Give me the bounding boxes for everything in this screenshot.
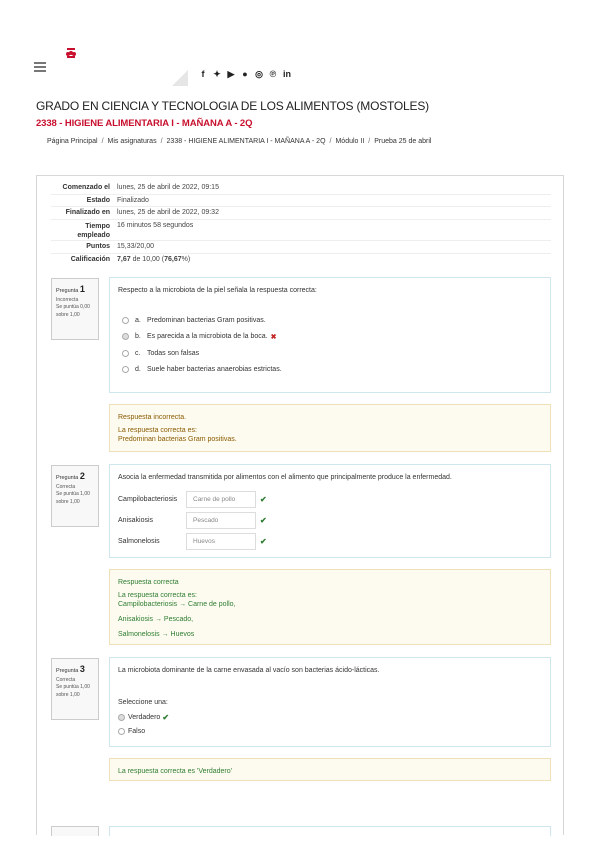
question-score: Se puntúa 0,00 sobre 1,00 [56, 304, 90, 318]
flickr-icon[interactable]: ● [242, 69, 248, 79]
answer-option[interactable]: c. Todas son falsas [122, 345, 542, 362]
match-row: Anisakiosis Pescado ✔ [118, 510, 542, 531]
breadcrumb-home[interactable]: Página Principal [47, 138, 98, 145]
match-select[interactable]: Pescado [186, 512, 256, 529]
summary-row: Comenzado el lunes, 25 de abril de 2022, 09:15 [51, 182, 551, 195]
header-wedge [172, 70, 188, 86]
course-subtitle: 2338 - HIGIENE ALIMENTARIA I - MAÑANA A - 2Q [36, 118, 253, 129]
question-score: Se puntúa 1,00 sobre 1,00 [56, 491, 90, 505]
correct-icon: ✔ [260, 495, 267, 504]
summary-row: Puntos 15,33/20,00 [51, 241, 551, 254]
social-links [198, 69, 292, 79]
match-select[interactable]: Huevos [186, 533, 256, 550]
question-info: Pregunta 1 Incorrecta Se puntúa 0,00 sobre 1,00 [51, 278, 99, 340]
next-question-box [109, 826, 551, 836]
question-2-box [109, 464, 551, 558]
question-info: Pregunta 3 Correcta Se puntúa 1,00 sobre 1,00 [51, 658, 99, 720]
youtube-icon[interactable]: ▶ [227, 69, 235, 79]
answer-option[interactable]: b. Es parecida a la microbiota de la boca. ✖ [122, 329, 542, 346]
radio-icon[interactable] [122, 366, 129, 373]
radio-icon[interactable] [122, 350, 129, 357]
question-status: Incorrecta [56, 296, 79, 303]
question-3-feedback: La respuesta correcta es 'Verdadero' [109, 758, 551, 781]
match-row: Salmonelosis Huevos ✔ [118, 531, 542, 552]
question-1-feedback: Respuesta incorrecta. La respuesta correcta es: Predominan bacterias Gram positivas. [109, 404, 551, 452]
correct-icon: ✔ [162, 712, 170, 722]
incorrect-icon: ✖ [270, 333, 277, 341]
radio-icon[interactable] [118, 728, 125, 735]
breadcrumb: Página Principal / Mis asignaturas / 2338 - HIGIENE ALIMENTARIA I - MAÑANA A - 2Q / Módulo II / Prueba 25 de abril [47, 138, 432, 145]
correct-icon: ✔ [260, 516, 267, 525]
question-1-box [109, 277, 551, 393]
radio-selected-icon[interactable] [122, 333, 129, 340]
course-title: GRADO EN CIENCIA Y TECNOLOGIA DE LOS ALIMENTOS (MOSTOLES) [36, 99, 429, 113]
summary-row: Estado Finalizado [51, 195, 551, 208]
top-bar [0, 40, 600, 90]
question-info: Pregunta 2 Correcta Se puntúa 1,00 sobre 1,00 [51, 465, 99, 527]
attempt-summary [51, 182, 551, 266]
answer-option[interactable]: d. Suele haber bacterias anaerobias estrictas. [122, 362, 542, 379]
breadcrumb-my-courses[interactable]: Mis asignaturas [107, 138, 157, 145]
answer-option[interactable]: a. Predominan bacterias Gram positivas. [122, 312, 542, 329]
match-select[interactable]: Carne de pollo [186, 491, 256, 508]
question-text: La microbiota dominante de la carne envasada al vacío son bacterias ácido-lácticas. [118, 667, 380, 674]
correct-icon: ✔ [260, 537, 267, 546]
answer-option[interactable]: Verdadero ✔ [118, 710, 542, 724]
instagram-icon[interactable]: ◎ [255, 69, 263, 79]
question-2-feedback: Respuesta correcta La respuesta correcta es: Campilobacteriosis → Carne de pollo, Anisakiosis → Pescado, Salmonelosis → Huevos [109, 569, 551, 645]
question-text: Respecto a la microbiota de la piel señala la respuesta correcta: [118, 287, 317, 294]
select-prompt: Seleccione una: [118, 699, 168, 706]
breadcrumb-module[interactable]: Módulo II [335, 138, 365, 145]
next-question-info [51, 826, 99, 836]
question-score: Se puntúa 1,00 sobre 1,00 [56, 684, 90, 698]
linkedin-icon[interactable]: in [283, 69, 291, 79]
radio-icon[interactable] [122, 317, 129, 324]
summary-row: Tiempo empleado 16 minutos 58 segundos [51, 220, 551, 242]
question-3-box [109, 657, 551, 747]
summary-row: Calificación 7,67 de 10,00 (76,67%) [70, 255, 191, 263]
menu-icon[interactable] [34, 62, 46, 71]
radio-selected-icon[interactable] [118, 714, 125, 721]
breadcrumb-course[interactable]: 2338 - HIGIENE ALIMENTARIA I - MAÑANA A - 2Q [166, 138, 326, 145]
pinterest-icon[interactable]: ℗ [269, 69, 277, 79]
match-row: Campilobacteriosis Carne de pollo ✔ [118, 489, 542, 510]
summary-row: Finalizado en lunes, 25 de abril de 2022, 09:32 [51, 207, 551, 220]
breadcrumb-quiz[interactable]: Prueba 25 de abril [374, 138, 432, 145]
twitter-icon[interactable]: ✦ [213, 69, 221, 79]
question-text: Asocia la enfermedad transmitida por alimentos con el alimento que principalmente produce la enfermedad. [118, 474, 452, 481]
university-crest-icon[interactable] [64, 46, 78, 60]
question-status: Correcta [56, 483, 76, 490]
question-status: Correcta [56, 676, 76, 683]
facebook-icon[interactable]: f [201, 69, 205, 79]
quiz-review-card [36, 175, 564, 835]
answer-option[interactable]: Falso [118, 724, 542, 738]
